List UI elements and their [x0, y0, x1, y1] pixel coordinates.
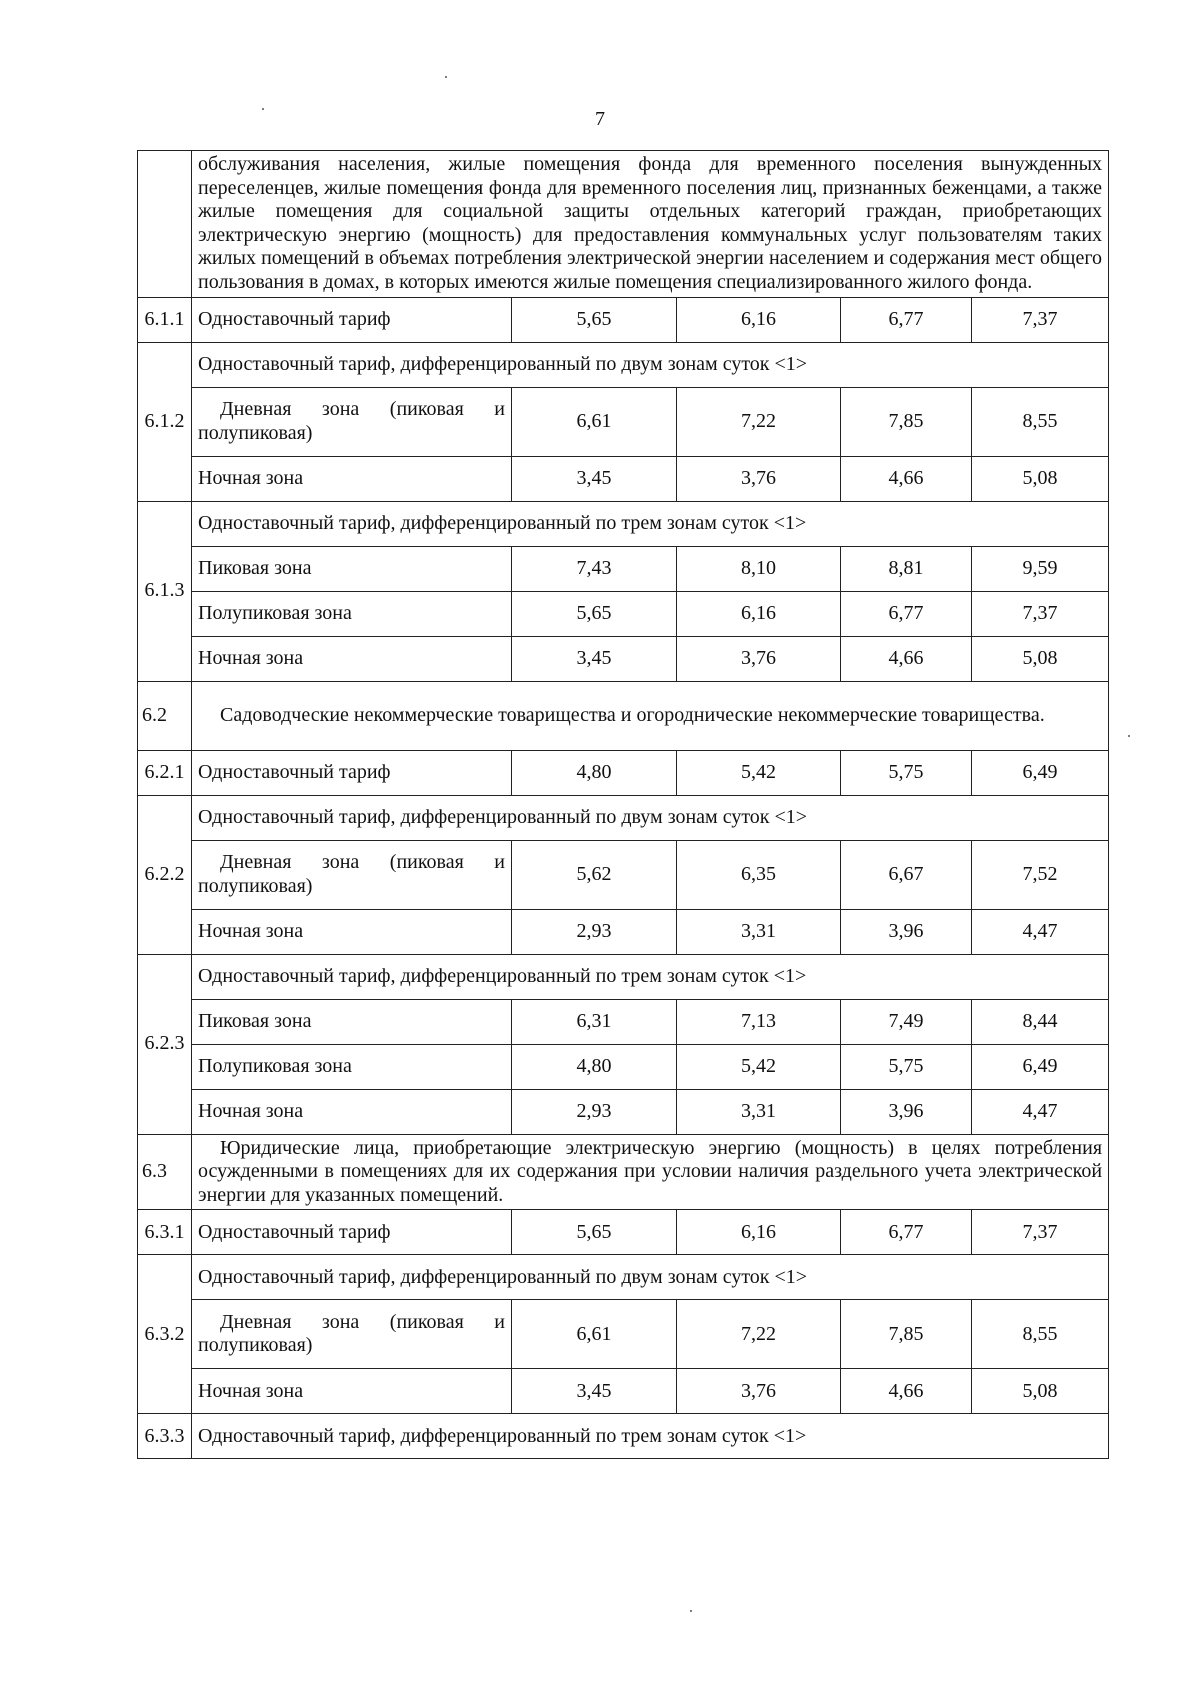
tariff-value: 3,45: [512, 636, 677, 681]
row-label: Одноставочный тариф: [192, 750, 512, 795]
tariff-value: 8,55: [972, 1300, 1109, 1369]
row-code: 6.2: [138, 681, 192, 750]
row-label: Одноставочный тариф, дифференцированный по трем зонам суток <1>: [192, 1414, 1109, 1459]
tariff-value: 6,67: [841, 840, 972, 909]
section-title: Юридические лица, приобретающие электрическую энергию (мощность) в целях потребления осужденными в помещениях для их содержания при условии наличия раздельного учета электрической энергии для указанных помещений.: [192, 1134, 1109, 1210]
row-code: 6.1.2: [138, 342, 192, 501]
row-code: 6.1.1: [138, 297, 192, 342]
tariff-value: 7,13: [677, 999, 841, 1044]
tariff-value: 4,80: [512, 1044, 677, 1089]
row-code: 6.3.2: [138, 1255, 192, 1414]
zone-label: Ночная зона: [192, 1369, 512, 1414]
tariff-table: [137, 150, 1109, 1459]
tariff-value: 7,22: [677, 387, 841, 456]
tariff-value: 3,76: [677, 636, 841, 681]
tariff-value: 6,16: [677, 1210, 841, 1255]
tariff-value: 7,37: [972, 591, 1109, 636]
tariff-value: 5,65: [512, 591, 677, 636]
table-row: [138, 456, 1109, 501]
row-code: [138, 151, 192, 298]
tariff-value: 7,22: [677, 1300, 841, 1369]
table-row: [138, 546, 1109, 591]
tariff-value: 6,49: [972, 750, 1109, 795]
tariff-value: 6,31: [512, 999, 677, 1044]
tariff-value: 6,49: [972, 1044, 1109, 1089]
table-row: [138, 1369, 1109, 1414]
table-row: [138, 954, 1109, 999]
scan-speck: [1128, 735, 1130, 737]
tariff-value: 4,66: [841, 1369, 972, 1414]
table-row: [138, 636, 1109, 681]
tariff-value: 6,77: [841, 591, 972, 636]
tariff-value: 3,96: [841, 1089, 972, 1134]
row-label: Одноставочный тариф: [192, 1210, 512, 1255]
tariff-value: 6,61: [512, 1300, 677, 1369]
table-row: [138, 999, 1109, 1044]
tariff-value: 5,08: [972, 636, 1109, 681]
tariff-value: 7,52: [972, 840, 1109, 909]
tariff-value: 5,75: [841, 750, 972, 795]
tariff-value: 7,49: [841, 999, 972, 1044]
row-code: 6.2.1: [138, 750, 192, 795]
table-row: [138, 1414, 1109, 1459]
row-code: 6.1.3: [138, 501, 192, 681]
tariff-value: 7,85: [841, 1300, 972, 1369]
table-row: [138, 1089, 1109, 1134]
tariff-value: 8,10: [677, 546, 841, 591]
tariff-value: 3,31: [677, 1089, 841, 1134]
row-label: Одноставочный тариф, дифференцированный по трем зонам суток <1>: [192, 501, 1109, 546]
row-label: Одноставочный тариф, дифференцированный по двум зонам суток <1>: [192, 1255, 1109, 1300]
zone-label: Пиковая зона: [192, 999, 512, 1044]
zone-label: Дневная зона (пиковая и полупиковая): [192, 840, 512, 909]
zone-label: Пиковая зона: [192, 546, 512, 591]
tariff-value: 6,77: [841, 1210, 972, 1255]
scan-speck: [690, 1610, 692, 1612]
row-code: 6.3: [138, 1134, 192, 1210]
zone-label: Ночная зона: [192, 456, 512, 501]
tariff-value: 4,66: [841, 636, 972, 681]
tariff-value: 5,42: [677, 750, 841, 795]
tariff-value: 7,85: [841, 387, 972, 456]
zone-label: Полупиковая зона: [192, 1044, 512, 1089]
table-row: [138, 750, 1109, 795]
tariff-value: 4,80: [512, 750, 677, 795]
table-row: [138, 342, 1109, 387]
tariff-value: 5,42: [677, 1044, 841, 1089]
tariff-value: 5,08: [972, 456, 1109, 501]
row-code: 6.3.3: [138, 1414, 192, 1459]
table-row: [138, 1255, 1109, 1300]
tariff-value: 6,16: [677, 297, 841, 342]
zone-label: Дневная зона (пиковая и полупиковая): [192, 1300, 512, 1369]
tariff-value: 6,61: [512, 387, 677, 456]
table-row: [138, 1300, 1109, 1369]
tariff-value: 2,93: [512, 1089, 677, 1134]
table-row: [138, 591, 1109, 636]
table-row: [138, 387, 1109, 456]
tariff-value: 3,45: [512, 456, 677, 501]
page-number: 7: [595, 108, 605, 130]
tariff-value: 4,66: [841, 456, 972, 501]
table-row: [138, 1210, 1109, 1255]
tariff-value: 2,93: [512, 909, 677, 954]
tariff-value: 3,76: [677, 456, 841, 501]
zone-label: Ночная зона: [192, 909, 512, 954]
tariff-value: 4,47: [972, 909, 1109, 954]
tariff-value: 3,76: [677, 1369, 841, 1414]
scan-speck: [262, 108, 264, 110]
tariff-value: 3,45: [512, 1369, 677, 1414]
row-label: Одноставочный тариф, дифференцированный по двум зонам суток <1>: [192, 795, 1109, 840]
table-row: [138, 795, 1109, 840]
row-label: Одноставочный тариф, дифференцированный по трем зонам суток <1>: [192, 954, 1109, 999]
tariff-value: 8,81: [841, 546, 972, 591]
tariff-value: 7,37: [972, 297, 1109, 342]
zone-label: Ночная зона: [192, 1089, 512, 1134]
table-row: [138, 501, 1109, 546]
tariff-value: 3,31: [677, 909, 841, 954]
row-code: 6.2.3: [138, 954, 192, 1134]
tariff-value: 7,37: [972, 1210, 1109, 1255]
tariff-value: 5,62: [512, 840, 677, 909]
table-row: [138, 1044, 1109, 1089]
table-row: [138, 840, 1109, 909]
table-row: [138, 297, 1109, 342]
section-title: Садоводческие некоммерческие товарищества и огороднические некоммерческие товарищества.: [192, 681, 1109, 750]
tariff-value: 8,55: [972, 387, 1109, 456]
row-label: Одноставочный тариф: [192, 297, 512, 342]
tariff-value: 6,77: [841, 297, 972, 342]
row-code: 6.2.2: [138, 795, 192, 954]
tariff-value: 7,43: [512, 546, 677, 591]
table-row: [138, 681, 1109, 750]
table-row: [138, 1134, 1109, 1210]
table-row: [138, 151, 1109, 298]
intro-text: обслуживания населения, жилые помещения фонда для временного поселения вынужденных переселенцев, жилые помещения фонда для временного поселения лиц, признанных беженцами, а также жилые помещения для социальной защиты отдельных категорий граждан, приобретающих электрическую энергию (мощность) для предоставления коммунальных услуг пользователям таких жилых помещений в объемах потребления электрической энергии населением и содержания мест общего пользования в домах, в которых имеются жилые помещения специализированного жилого фонда.: [192, 151, 1109, 298]
tariff-value: 3,96: [841, 909, 972, 954]
tariff-value: 5,08: [972, 1369, 1109, 1414]
tariff-value: 4,47: [972, 1089, 1109, 1134]
row-code: 6.3.1: [138, 1210, 192, 1255]
tariff-value: 5,65: [512, 297, 677, 342]
tariff-value: 6,16: [677, 591, 841, 636]
zone-label: Дневная зона (пиковая и полупиковая): [192, 387, 512, 456]
tariff-value: 5,65: [512, 1210, 677, 1255]
tariff-value: 9,59: [972, 546, 1109, 591]
tariff-value: 6,35: [677, 840, 841, 909]
scan-speck: [445, 76, 447, 78]
table-row: [138, 909, 1109, 954]
zone-label: Полупиковая зона: [192, 591, 512, 636]
row-label: Одноставочный тариф, дифференцированный по двум зонам суток <1>: [192, 342, 1109, 387]
tariff-value: 5,75: [841, 1044, 972, 1089]
zone-label: Ночная зона: [192, 636, 512, 681]
tariff-value: 8,44: [972, 999, 1109, 1044]
